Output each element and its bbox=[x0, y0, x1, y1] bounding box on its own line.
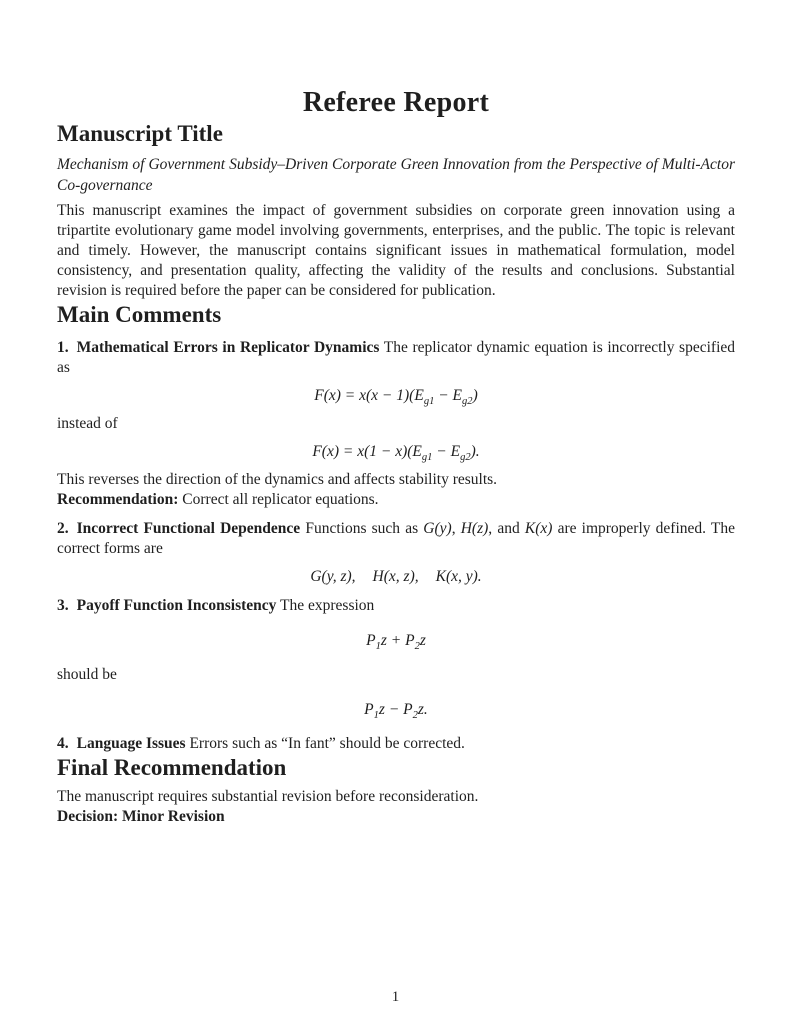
manuscript-summary: This manuscript examines the impact of government subsidies on corporate green innovation using a tripartite evolutionary game model involving governments, enterprises, and the public. The topic is relevant and timely. However, the manuscript contains significant issues in mathematical formulation, model consistency, and presentation quality, affecting the validity of the results and conclusions. Substantial revision is required before the paper can be considered for publication. bbox=[57, 202, 735, 299]
equation-part: z + P bbox=[380, 632, 415, 649]
item-1-recommendation bbox=[57, 490, 735, 510]
equation-subscript: 1 bbox=[373, 710, 379, 722]
item-1-number: 1. bbox=[57, 339, 69, 356]
item-2-text: Functions such as bbox=[300, 520, 424, 537]
connector-instead-of: instead of bbox=[57, 415, 118, 432]
equation-part: z. bbox=[417, 701, 428, 718]
equation-subscript: g2 bbox=[462, 396, 473, 408]
equation-part: P bbox=[364, 701, 374, 718]
item-2-title: Incorrect Functional Dependence bbox=[76, 520, 301, 537]
inline-math: K(x) bbox=[524, 520, 553, 537]
equation-part: ). bbox=[470, 443, 480, 460]
item-3-title: Payoff Function Inconsistency bbox=[76, 597, 277, 614]
comment-item-4 bbox=[57, 734, 735, 754]
equation-function-forms bbox=[57, 567, 735, 587]
equation-part: − E bbox=[434, 387, 463, 404]
comment-item-3 bbox=[57, 596, 735, 616]
page-number: 1 bbox=[391, 989, 400, 1005]
section-heading-main-comments: Main Comments bbox=[57, 302, 222, 327]
final-recommendation-section bbox=[57, 754, 735, 827]
equation-subscript: g1 bbox=[421, 452, 433, 464]
item-1-text: The replicator dynamic equation is incorrectly specified as bbox=[57, 339, 736, 376]
equation-payoff-correct bbox=[57, 700, 735, 720]
connector-should-be: should be bbox=[57, 666, 117, 683]
equation-replicator-correct bbox=[57, 442, 735, 462]
recommendation-text: Correct all replicator equations. bbox=[178, 491, 379, 508]
item-3-text: The expression bbox=[276, 597, 375, 614]
equation-replicator-incorrect bbox=[57, 386, 735, 406]
paper-title: Mechanism of Government Subsidy–Driven Corporate Green Innovation from the Perspective of Multi-Actor Co-governance bbox=[57, 156, 735, 194]
item-2-text: are improperly defined. The correct forms are bbox=[57, 520, 735, 557]
final-recommendation-text: The manuscript requires substantial revision before reconsideration. bbox=[57, 788, 479, 805]
equation-part: K(x, y). bbox=[435, 568, 482, 585]
equation-part: G(y, z), bbox=[310, 568, 356, 585]
item-3-number: 3. bbox=[57, 597, 69, 614]
item-2-number: 2. bbox=[57, 520, 69, 537]
item-1-title: Mathematical Errors in Replicator Dynamics bbox=[76, 339, 380, 356]
inline-math: H(z) bbox=[460, 520, 489, 537]
section-heading-manuscript-title: Manuscript Title bbox=[57, 121, 223, 146]
equation-part: F(x) = x(x − 1)(E bbox=[314, 387, 424, 404]
equation-part: F(x) = x(1 − x)(E bbox=[312, 443, 422, 460]
item-2-text: , and bbox=[488, 520, 525, 537]
equation-subscript: 2 bbox=[414, 641, 420, 653]
equation-subscript: 2 bbox=[412, 710, 418, 722]
decision-line: Decision: Minor Revision bbox=[57, 808, 225, 825]
equation-part: H(x, z), bbox=[372, 568, 419, 585]
equation-subscript: g2 bbox=[460, 452, 471, 464]
item-4-text: Errors such as “In fant” should be corrected. bbox=[185, 735, 465, 752]
item-4-number: 4. bbox=[57, 735, 69, 752]
equation-payoff-incorrect bbox=[57, 631, 735, 651]
equation-part: ) bbox=[472, 387, 478, 404]
item-4-title: Language Issues bbox=[76, 735, 186, 752]
comment-item-2 bbox=[57, 519, 735, 559]
equation-part: z − P bbox=[378, 701, 413, 718]
equation-subscript: 1 bbox=[375, 641, 381, 653]
recommendation-label: Recommendation: bbox=[57, 491, 179, 508]
item-1-note: This reverses the direction of the dynamics and affects stability results. bbox=[57, 471, 498, 488]
inline-math: G(y) bbox=[423, 520, 452, 537]
equation-part: P bbox=[366, 632, 376, 649]
equation-part: − E bbox=[432, 443, 461, 460]
comment-item-1 bbox=[57, 338, 735, 378]
equation-part: z bbox=[419, 632, 426, 649]
report-title: Referee Report bbox=[302, 87, 490, 118]
manuscript-title-section bbox=[57, 120, 735, 301]
main-comments-section bbox=[57, 301, 735, 754]
item-2-text: , bbox=[451, 520, 461, 537]
equation-subscript: g1 bbox=[423, 396, 435, 408]
section-heading-final-recommendation: Final Recommendation bbox=[57, 755, 287, 780]
